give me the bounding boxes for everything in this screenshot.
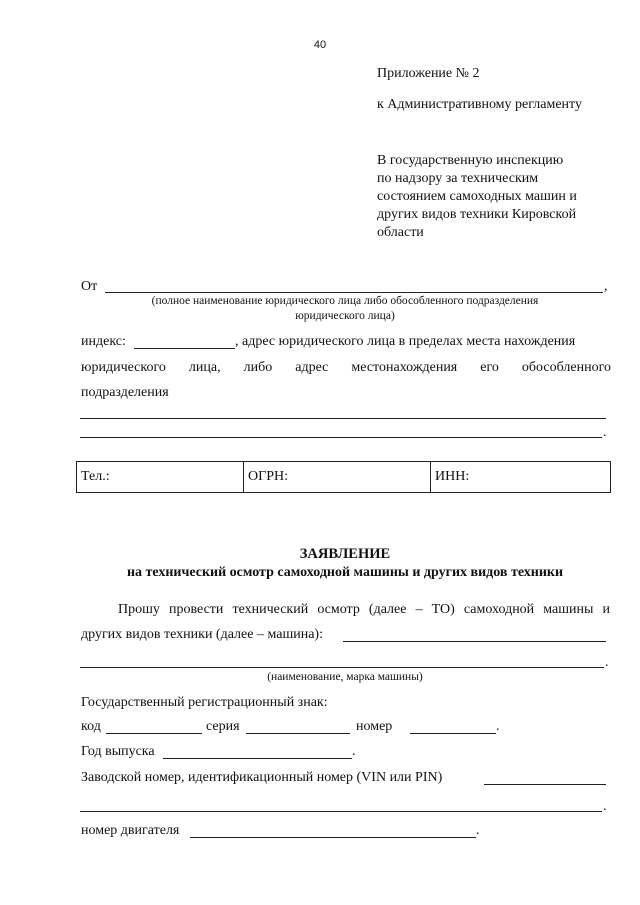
engine-label: номер двигателя [81, 823, 180, 838]
machine-input-line1[interactable] [343, 641, 606, 642]
from-caption-line2: юридического лица) [295, 310, 395, 322]
address-word: местонахождения [351, 360, 458, 375]
serial-input-line2[interactable] [80, 811, 602, 812]
address-word: либо [243, 360, 273, 375]
statement-title: ЗАЯВЛЕНИЕ [299, 546, 391, 562]
appendix-subtitle: к Административному регламенту [377, 97, 582, 112]
serial-end-dot: . [603, 799, 607, 814]
index-input-line[interactable] [134, 348, 235, 349]
request-line1: Прошу провести технический осмотр (далее – ТО) самоходной машины и [118, 602, 610, 617]
phone-cell[interactable]: Тел.: [77, 462, 244, 493]
from-comma: , [604, 279, 608, 294]
addressee-block [377, 152, 617, 242]
inn-cell[interactable]: ИНН: [431, 462, 611, 493]
number-input-line[interactable] [410, 733, 496, 734]
request-line2: других видов техники (далее – машина): [81, 627, 323, 642]
ogrn-cell[interactable]: ОГРН: [244, 462, 431, 493]
address-end-dot: . [603, 425, 607, 440]
address-line2 [81, 360, 611, 377]
address-word: его [480, 360, 499, 375]
serial-input-line1[interactable] [484, 784, 606, 785]
series-label: серия [206, 719, 240, 734]
page-number: 40 [313, 39, 327, 51]
code-label: код [81, 719, 101, 734]
engine-input-line[interactable] [190, 837, 476, 838]
from-caption-line1: (полное наименование юридического лица либо обособленного подразделения [151, 295, 539, 307]
addressee-line: состоянием самоходных машин и [377, 189, 577, 204]
addressee-line: В государственную инспекцию [377, 153, 564, 168]
machine-input-line2[interactable] [80, 667, 604, 668]
appendix-title: Приложение № 2 [377, 66, 480, 81]
address-line3: подразделения [81, 385, 169, 400]
serial-label: Заводской номер, идентификационный номер (VIN или PIN) [81, 770, 443, 785]
year-label: Год выпуска [81, 744, 155, 759]
address-word: адрес [295, 360, 329, 375]
from-input-line[interactable] [105, 292, 603, 293]
year-end-dot: . [352, 744, 356, 759]
registration-heading: Государственный регистрационный знак: [81, 695, 328, 710]
engine-end-dot: . [476, 823, 480, 838]
year-input-line[interactable] [163, 758, 352, 759]
machine-end-dot: . [605, 655, 609, 670]
from-label: От [81, 279, 98, 294]
addressee-line: области [377, 225, 424, 240]
address-word: юридического [81, 360, 166, 375]
address-word: лица, [188, 360, 221, 375]
address-input-line1[interactable] [80, 418, 606, 419]
index-label: индекс: [81, 334, 126, 349]
address-text: , адрес юридического лица в пределах места нахождения [235, 334, 576, 349]
code-input-line[interactable] [106, 733, 202, 734]
addressee-line: других видов техники Кировской [377, 207, 577, 222]
series-input-line[interactable] [246, 733, 350, 734]
addressee-line: по надзору за техническим [377, 171, 539, 186]
address-word: обособленного [521, 360, 611, 375]
number-label: номер [356, 719, 393, 734]
machine-caption: (наименование, марка машины) [267, 671, 423, 683]
registration-end-dot: . [496, 719, 500, 734]
statement-subtitle: на технический осмотр самоходной машины и других видов техники [126, 565, 564, 580]
address-input-line2[interactable] [80, 437, 602, 438]
contacts-table [76, 461, 611, 493]
